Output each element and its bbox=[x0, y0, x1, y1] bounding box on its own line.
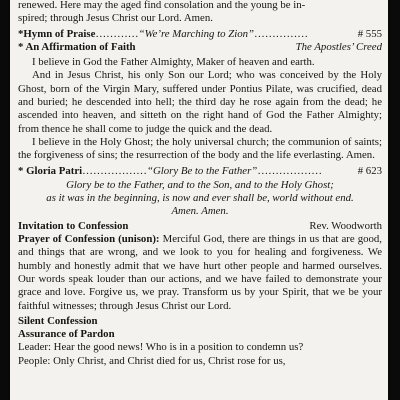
leader-dots: …………… bbox=[254, 27, 309, 40]
gloria-patri-row bbox=[18, 165, 382, 178]
affirmation-source: The Apostles’ Creed bbox=[295, 40, 382, 53]
gloria-line-2: as it was in the beginning, is now and ever shall be, world without end. bbox=[46, 192, 354, 205]
creed-paragraph-1: I believe in God the Father Almighty, Maker of heaven and earth. bbox=[32, 56, 315, 69]
silent-confession-label: Silent Confession bbox=[18, 314, 98, 327]
gloria-patri-number: # 623 bbox=[357, 164, 382, 177]
leader-dots: ………… bbox=[95, 27, 139, 40]
prayer-of-confession-label: Prayer of Confession (unison): bbox=[18, 233, 160, 246]
creed-paragraph-3: I believe in the Holy Ghost; the holy universal church; the communion of saints; the forgiveness of sins; the resurrection of the body and the life everlasting. Amen. bbox=[18, 135, 382, 162]
gloria-line-3: Amen. Amen. bbox=[171, 205, 229, 218]
opening-prayer-line-1: renewed. Here may the aged find consolation and the young be in- bbox=[18, 0, 306, 11]
leader-dots: ……………… bbox=[82, 164, 147, 177]
invitation-row bbox=[18, 220, 382, 233]
gloria-patri-text bbox=[18, 178, 382, 220]
affirmation-label: * An Affirmation of Faith bbox=[18, 40, 136, 53]
invitation-label: Invitation to Confession bbox=[18, 219, 129, 232]
invitation-leader: Rev. Woodworth bbox=[309, 219, 382, 232]
opening-prayer-line-2: spired; through Jesus Christ our Lord. Amen. bbox=[18, 12, 213, 25]
gloria-patri-label: * Gloria Patri bbox=[18, 164, 83, 177]
bulletin-content bbox=[18, 0, 382, 368]
gloria-line-1: Glory be to the Father, and to the Son, and to the Holy Ghost; bbox=[66, 178, 334, 191]
assurance-leader-line: Leader: Hear the good news! Who is in a position to condemn us? bbox=[18, 341, 304, 354]
assurance-people-line: People: Only Christ, and Christ died for us, Christ rose for us, bbox=[18, 354, 286, 367]
prayer-of-confession bbox=[18, 233, 382, 313]
bulletin-page bbox=[10, 0, 388, 400]
affirmation-heading-row bbox=[18, 41, 382, 54]
hymn-of-praise-title: “We’re Marching to Zion” bbox=[138, 27, 255, 40]
hymn-of-praise-label: *Hymn of Praise bbox=[18, 27, 96, 40]
prayer-of-confession-text: Merciful God, there are things in us that are good, and things that are wrong, and we look to you for healing and forgiveness. We humbly and honestly admit that we have hurt other people and harmed ourselves. Our words speak louder than our actions, and we have failed to demonstrate your grace and love. Forgive us, we pray. Transform us by your Spirit, that we be your faithful witnesses; through Jesus Christ our Lord. bbox=[18, 233, 382, 312]
assurance-label: Assurance of Pardon bbox=[18, 328, 115, 341]
hymn-of-praise-row bbox=[18, 28, 382, 41]
hymn-of-praise-number: # 555 bbox=[357, 27, 382, 40]
gloria-patri-title: “Glory Be to the Father” bbox=[146, 164, 258, 177]
leader-dots: ……………… bbox=[257, 164, 323, 177]
creed-paragraph-2: And in Jesus Christ, his only Son our Lord; who was conceived by the Holy Ghost, born of the Virgin Mary, suffered under Pontius Pilate, was crucified, dead and buried; he descended into hell; the third day he rose again from the dead; he ascended into heaven, and sitteth on the right hand of God the Father Almighty; from thence he shall come to judge the quick and the dead. bbox=[18, 69, 382, 135]
